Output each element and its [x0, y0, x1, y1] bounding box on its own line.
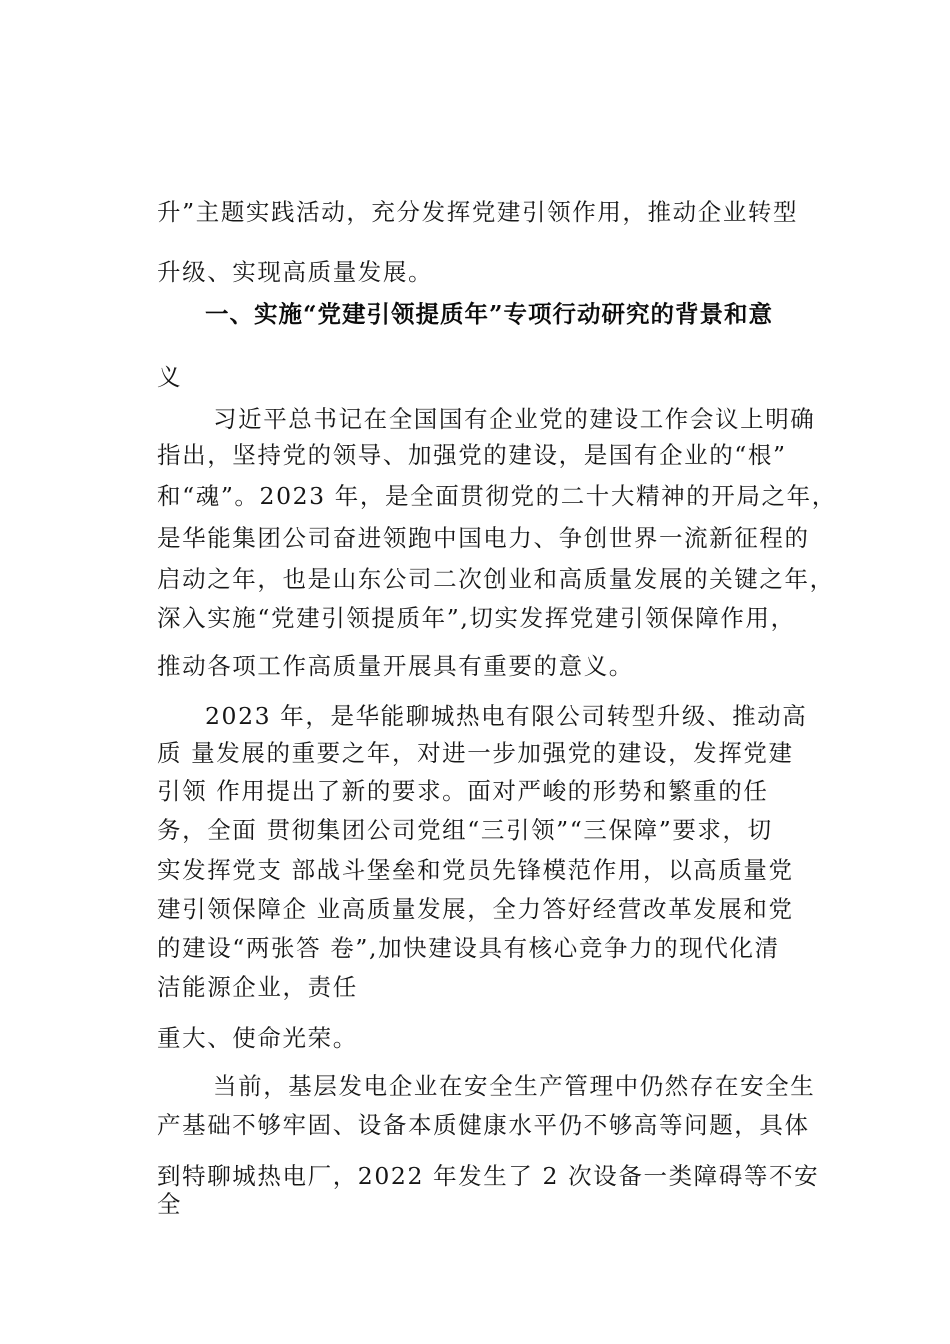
body-text-line: 建引领保障企 业高质量发展，全力答好经营改革发展和党	[157, 895, 794, 923]
body-text-line: 重大、使命光荣。	[157, 1024, 358, 1052]
body-text-line: 引领 作用提出了新的要求。面对严峻的形势和繁重的任	[157, 777, 769, 805]
body-text-line: 指出，坚持党的领导、加强党的建设，是国有企业的“根”	[157, 441, 787, 469]
body-text-line: 质 量发展的重要之年，对进一步加强党的建设，发挥党建	[157, 739, 794, 767]
body-text-line: 启动之年，也是山东公司二次创业和高质量发展的关键之年，	[157, 565, 835, 593]
body-text-line: 全	[157, 1190, 183, 1218]
body-text-line: 和“魂”。2023 年，是全面贯彻党的二十大精神的开局之年，	[157, 482, 837, 510]
body-text-line: 当前，基层发电企业在安全生产管理中仍然存在安全生	[213, 1072, 816, 1100]
body-text-line: 洁能源企业，责任	[157, 973, 358, 1001]
body-text-line: 实发挥党支 部战斗堡垒和党员先锋模范作用，以高质量党	[157, 856, 794, 884]
body-text-line: 推动各项工作高质量开展具有重要的意义。	[157, 652, 634, 680]
section-heading: 一、实施“党建引领提质年”专项行动研究的背景和意	[205, 300, 774, 328]
body-text-line: 是华能集团公司奋进领跑中国电力、争创世界一流新征程的	[157, 524, 810, 552]
body-text-line: 2023 年，是华能聊城热电有限公司转型升级、推动高	[205, 702, 808, 730]
body-text-line: 升”主题实践活动，充分发挥党建引领作用，推动企业转型	[157, 198, 799, 226]
body-text-line: 务，全面 贯彻集团公司党组“三引领”“三保障”要求，切	[157, 816, 773, 844]
body-text-line: 习近平总书记在全国国有企业党的建设工作会议上明确	[213, 405, 816, 433]
body-text-line: 到特聊城热电厂，2022 年发生了 2 次设备一类障碍等不安	[157, 1162, 820, 1190]
body-text-line: 升级、实现高质量发展。	[157, 258, 434, 286]
body-text-line: 产基础不够牢固、设备本质健康水平仍不够高等问题，具体	[157, 1111, 810, 1139]
body-text-line: 深入实施“党建引领提质年”,切实发挥党建引领保障作用，	[157, 604, 796, 632]
body-text-line: 的建设“两张答 卷”,加快建设具有核心竞争力的现代化清	[157, 934, 780, 962]
section-heading-continuation: 义	[157, 363, 183, 391]
